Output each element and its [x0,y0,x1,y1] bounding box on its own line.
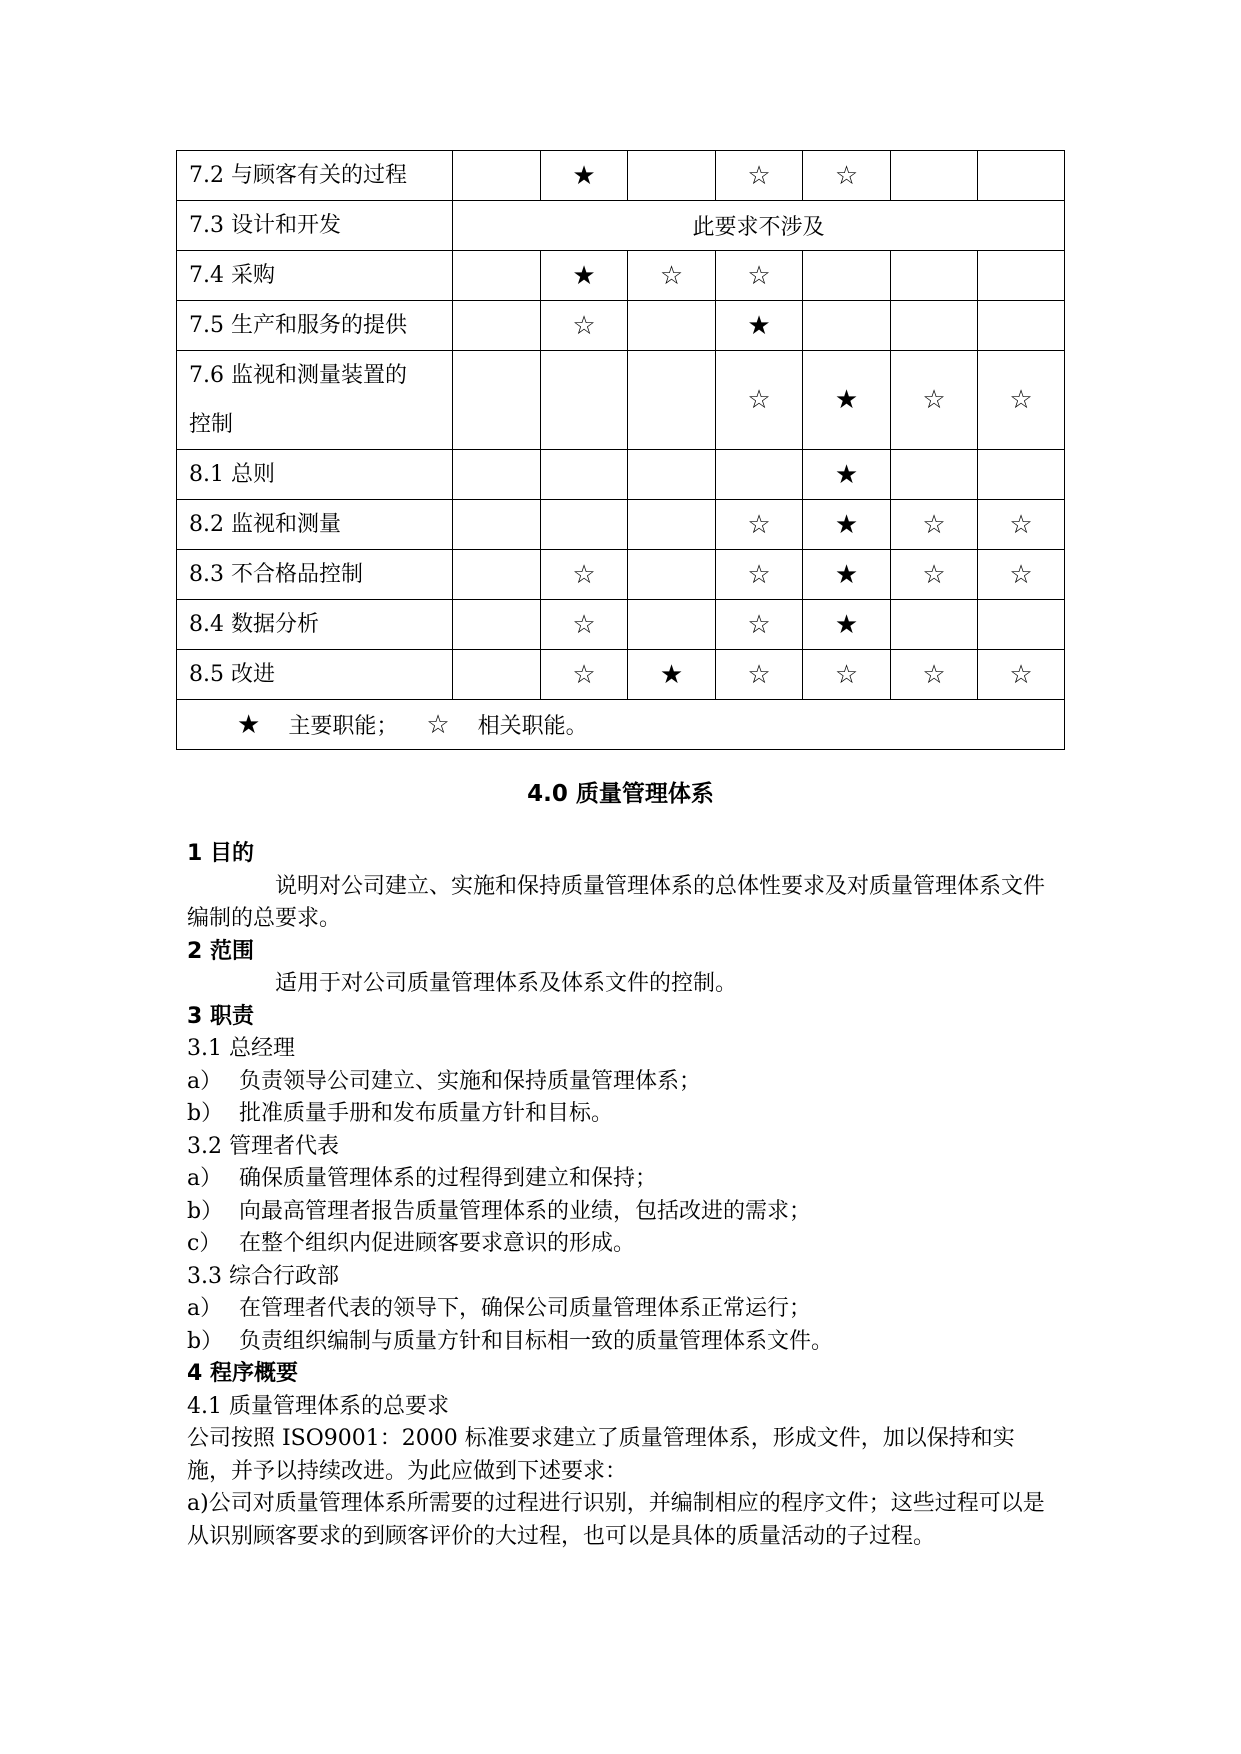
row-label: 7.4 采购 [177,251,453,301]
primary-star-icon: ★ [803,600,891,650]
related-star-icon: ☆ [803,151,891,201]
list-item: a） 在管理者代表的领导下，确保公司质量管理体系正常运行； [187,1296,812,1321]
table-row [177,500,1065,550]
legend-related-text: 相关职能。 [477,714,588,739]
empty-cell [628,600,716,650]
row-label: 8.2 监视和测量 [177,500,453,550]
empty-cell [541,450,628,500]
primary-star-icon: ★ [237,710,261,740]
row-label: 8.3 不合格品控制 [177,550,453,600]
primary-star-icon: ★ [628,650,716,700]
primary-star-icon: ★ [716,301,803,351]
heading-purpose: 1 目的 [187,841,254,866]
empty-cell [803,251,891,301]
empty-cell [453,550,541,600]
row-label: 7.5 生产和服务的提供 [177,301,453,351]
legend [177,700,1065,750]
empty-cell [978,301,1065,351]
empty-cell [978,450,1065,500]
related-star-icon: ☆ [716,151,803,201]
related-star-icon: ☆ [541,301,628,351]
empty-cell [453,650,541,700]
empty-cell [628,450,716,500]
list-item: c） 在整个组织内促进顾客要求意识的形成。 [187,1231,636,1256]
empty-cell [453,351,541,450]
related-star-icon: ☆ [716,600,803,650]
heading-procedure-overview: 4 程序概要 [187,1361,298,1386]
general-requirements-text: 公司按照 ISO9001：2000 标准要求建立了质量管理体系，形成文件，加以保持和实施，并予以持续改进。为此应做到下述要求： [187,1426,1015,1484]
empty-cell [453,450,541,500]
subheading-general-manager: 3.1 总经理 [187,1036,295,1061]
table-row [177,251,1065,301]
table-row [177,301,1065,351]
row-label: 8.4 数据分析 [177,600,453,650]
related-star-icon: ☆ [891,650,978,700]
list-item: b） 批准质量手册和发布质量方针和目标。 [187,1101,614,1126]
related-star-icon: ☆ [541,600,628,650]
related-star-icon: ☆ [716,251,803,301]
related-star-icon: ☆ [978,550,1065,600]
table-row [177,450,1065,500]
empty-cell [978,151,1065,201]
empty-cell [453,301,541,351]
subheading-general-requirements: 4.1 质量管理体系的总要求 [187,1393,449,1419]
related-star-icon: ☆ [978,500,1065,550]
related-star-icon: ☆ [716,650,803,700]
empty-cell [628,550,716,600]
related-star-icon: ☆ [541,650,628,700]
empty-cell [891,301,978,351]
list-item: a） 确保质量管理体系的过程得到建立和保持； [187,1166,658,1191]
empty-cell [891,251,978,301]
related-star-icon: ☆ [803,650,891,700]
related-star-icon: ☆ [891,550,978,600]
table-row [177,550,1065,600]
scope-text: 适用于对公司质量管理体系及体系文件的控制。 [275,971,738,996]
empty-cell [628,301,716,351]
related-star-icon: ☆ [891,500,978,550]
document-body [187,838,1057,1553]
table-row [177,351,1065,450]
related-star-icon: ☆ [716,351,803,450]
table-row [177,650,1065,700]
empty-cell [891,151,978,201]
empty-cell [716,450,803,500]
primary-star-icon: ★ [541,251,628,301]
empty-cell [891,600,978,650]
empty-cell [803,301,891,351]
related-star-icon: ☆ [426,710,450,740]
subheading-admin-department: 3.3 综合行政部 [187,1263,339,1289]
row-label: 7.6 监视和测量装置的 控制 [177,351,453,450]
related-star-icon: ☆ [891,351,978,450]
empty-cell [628,151,716,201]
primary-star-icon: ★ [803,500,891,550]
heading-responsibilities: 3 职责 [187,1003,254,1029]
related-star-icon: ☆ [978,351,1065,450]
empty-cell [978,251,1065,301]
list-item: b） 向最高管理者报告质量管理体系的业绩，包括改进的需求； [187,1198,812,1224]
row-label: 8.5 改进 [177,650,453,700]
empty-cell [453,251,541,301]
table-row [177,201,1065,251]
related-star-icon: ☆ [541,550,628,600]
list-item: a） 负责领导公司建立、实施和保持质量管理体系； [187,1068,702,1094]
empty-cell [628,500,716,550]
section-title: 4.0 质量管理体系 [527,781,714,807]
primary-star-icon: ★ [803,351,891,450]
primary-star-icon: ★ [803,550,891,600]
related-star-icon: ☆ [716,550,803,600]
empty-cell [541,351,628,450]
legend-row [177,700,1065,750]
purpose-text: 说明对公司建立、实施和保持质量管理体系的总体性要求及对质量管理体系文件编制的总要求。 [187,873,1046,931]
empty-cell [891,450,978,500]
empty-cell [453,151,541,201]
empty-cell [978,600,1065,650]
empty-cell [541,500,628,550]
empty-cell [453,500,541,550]
related-star-icon: ☆ [628,251,716,301]
related-star-icon: ☆ [716,500,803,550]
row-label: 8.1 总则 [177,450,453,500]
row-label: 7.2 与顾客有关的过程 [177,151,453,201]
list-item: b） 负责组织编制与质量方针和目标相一致的质量管理体系文件。 [187,1328,834,1354]
subheading-management-representative: 3.2 管理者代表 [187,1133,339,1159]
heading-scope: 2 范围 [187,938,254,964]
table-row [177,600,1065,650]
related-star-icon: ☆ [978,650,1065,700]
primary-star-icon: ★ [541,151,628,201]
primary-star-icon: ★ [803,450,891,500]
row-label: 7.3 设计和开发 [177,201,453,251]
empty-cell [628,351,716,450]
legend-primary-text: 主要职能； [288,714,399,739]
empty-cell [453,600,541,650]
not-applicable-cell: 此要求不涉及 [453,201,1065,251]
requirement-a-text: a)公司对质量管理体系所需要的过程进行识别，并编制相应的程序文件；这些过程可以是从识别顾客要求的到顾客评价的大过程，也可以是具体的质量活动的子过程。 [187,1491,1045,1549]
table-row [177,151,1065,201]
responsibility-matrix-table [176,150,1065,750]
